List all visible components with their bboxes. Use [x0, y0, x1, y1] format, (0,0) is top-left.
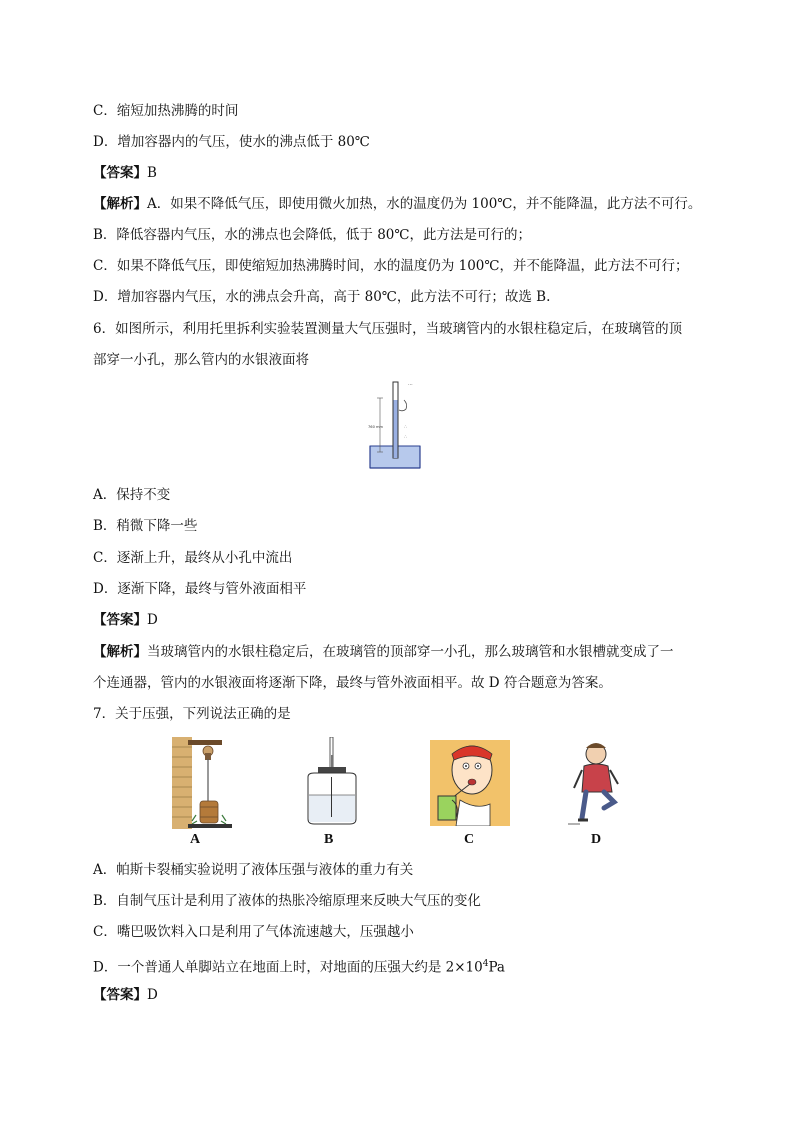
- svg-text:∴: ∴: [404, 424, 408, 430]
- answer-q5: [93, 164, 157, 182]
- figure-caption-d: D: [591, 832, 602, 847]
- homemade-barometer-figure: [302, 737, 362, 825]
- option-c-q7: C．嘴巴吸饮料入口是利用了气体流速越大，压强越小: [93, 924, 414, 940]
- option-d-q7: [93, 955, 505, 977]
- question-7: 7．关于压强，下列说法正确的是: [93, 706, 291, 722]
- answer-value: D: [147, 987, 158, 1003]
- answer-q7: [93, 986, 158, 1004]
- analysis-tag: 【解析】: [93, 196, 147, 212]
- figure-caption-b: B: [324, 832, 334, 847]
- option-d-q6: D．逐渐下降，最终与管外液面相平: [93, 581, 307, 597]
- svg-text:∴: ∴: [404, 434, 408, 440]
- answer-tag: 【答案】: [93, 165, 147, 181]
- option-c-q5: C．缩短加热沸腾的时间: [93, 103, 239, 119]
- option-b-q6: B．稍微下降一些: [93, 518, 198, 534]
- figure-caption-a: A: [190, 832, 201, 847]
- analysis-q6: [93, 643, 674, 661]
- option-d-text: D．一个普通人单脚站立在地面上时，对地面的压强大约是 2×10: [93, 959, 483, 976]
- question-6-cont: 部穿一小孔，那么管内的水银液面将: [93, 352, 309, 368]
- unit: Pa: [488, 959, 505, 976]
- analysis-q5: [93, 195, 701, 213]
- torricelli-apparatus-figure: [368, 378, 430, 472]
- analysis-q5-b: B．降低容器内气压，水的沸点也会降低，低于 80℃，此方法是可行的；: [93, 227, 531, 243]
- analysis-text: 当玻璃管内的水银柱稳定后，在玻璃管的顶部穿一小孔，那么玻璃管和水银槽就变成了一: [147, 644, 674, 660]
- answer-q6: [93, 611, 158, 629]
- svg-text:⋯: ⋯: [408, 382, 413, 388]
- option-a-q7: A．帕斯卡裂桶实验说明了液体压强与液体的重力有关: [93, 862, 414, 878]
- answer-tag: 【答案】: [93, 987, 147, 1003]
- pascal-barrel-figure: [172, 737, 236, 829]
- analysis-text: A．如果不降低气压，即使用微火加热，水的温度仍为 100℃，并不能降温，此方法不可行。: [147, 196, 702, 212]
- analysis-q5-c: C．如果不降低气压，即使缩短加热沸腾时间，水的温度仍为 100℃，并不能降温，此方法不可行；: [93, 258, 689, 274]
- person-one-foot-figure: [566, 740, 624, 826]
- drinking-straw-figure: [430, 740, 510, 826]
- exponent: 4: [482, 959, 489, 969]
- question-6: 6．如图所示，利用托里拆利实验装置测量大气压强时，当玻璃管内的水银柱稳定后，在玻璃管的顶: [93, 321, 683, 337]
- answer-value: B: [147, 165, 157, 181]
- option-a-q6: A．保持不变: [93, 487, 171, 503]
- answer-tag: 【答案】: [93, 612, 147, 628]
- height-label: 760 mm: [368, 425, 384, 429]
- figure-caption-c: C: [464, 832, 475, 847]
- analysis-q6-cont: 个连通器，管内的水银液面将逐渐下降，最终与管外液面相平。故 D 符合题意为答案。: [93, 675, 612, 691]
- option-c-q6: C．逐渐上升，最终从小孔中流出: [93, 550, 293, 566]
- option-b-q7: B．自制气压计是利用了液体的热胀冷缩原理来反映大气压的变化: [93, 893, 481, 909]
- analysis-tag: 【解析】: [93, 644, 147, 660]
- answer-value: D: [147, 612, 158, 628]
- option-d-q5: D．增加容器内的气压，使水的沸点低于 80℃: [93, 134, 370, 150]
- analysis-q5-d: D．增加容器内气压，水的沸点会升高，高于 80℃，此方法不可行；故选 B.: [93, 289, 551, 305]
